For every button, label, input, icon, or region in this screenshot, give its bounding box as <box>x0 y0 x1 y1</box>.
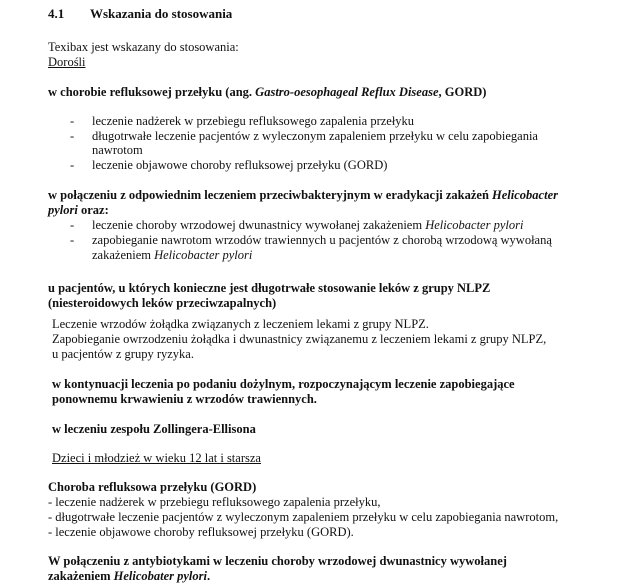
adults-heading: Dorośli <box>48 55 86 69</box>
nsaid-line-1: Leczenie wrzodów żołądka związanych z leczeniem lekami z grupy NLPZ. <box>52 317 429 331</box>
children-heading: Dzieci i młodzież w wieku 12 lat i starsza <box>52 451 261 465</box>
gord-heading: w chorobie refluksowej przełyku (ang. Gastro-oesophageal Reflux Disease, GORD) <box>48 85 487 99</box>
nsaid-heading-line1: u pacjentów, u których konieczne jest długotrwałe stosowanie leków z grupy NLPZ <box>48 281 491 295</box>
children-hp-line-1: W połączeniu z antybiotykami w leczeniu choroby wrzodowej dwunastnicy wywołanej <box>48 554 507 568</box>
nsaid-heading-line2: (niesteroidowych leków przeciwzapalnych) <box>48 296 277 310</box>
hp-heading-line2: pylori oraz: <box>48 203 109 217</box>
intro-text: Texibax jest wskazany do stosowania: <box>48 40 239 54</box>
gord-item-3: leczenie objawowe choroby refluksowej przełyku (GORD) <box>92 158 388 172</box>
gord-item-1: leczenie nadżerek w przebiegu refluksowego zapalenia przełyku <box>92 114 415 128</box>
gord-item-2: długotrwałe leczenie pacjentów z wyleczonym zapaleniem przełyku w celu zapobiegania <box>92 129 538 143</box>
gord-item-2-cont: nawrotom <box>92 143 143 157</box>
iv-line-2: ponownemu krwawieniu z wrzodów trawiennych. <box>52 392 317 406</box>
hp-item-1: leczenie choroby wrzodowej dwunastnicy wywołanej zakażeniem Helicobacter pylori <box>92 218 524 232</box>
nsaid-line-2: Zapobieganie owrzodzeniu żołądka i dwunastnicy związanemu z leczeniem lekami z grupy NLPZ, <box>52 332 547 346</box>
bullet-dash: - <box>70 129 75 143</box>
children-gord-heading: Choroba refluksowa przełyku (GORD) <box>48 480 257 494</box>
section-title: Wskazania do stosowania <box>90 6 233 21</box>
section-number: 4.1 <box>48 6 65 21</box>
bullet-dash: - <box>70 218 75 232</box>
section-heading <box>48 6 232 22</box>
hp-heading-line1: w połączeniu z odpowiednim leczeniem przeciwbakteryjnym w eradykacji zakażeń Helicobacter <box>48 188 558 202</box>
ze-line: w leczeniu zespołu Zollingera-Ellisona <box>52 422 256 436</box>
children-gord-item-2: - długotrwałe leczenie pacjentów z wyleczonym zapaleniem przełyku w celu zapobiegania nawrotom, <box>48 510 559 524</box>
bullet-dash: - <box>70 158 75 172</box>
children-gord-item-1: - leczenie nadżerek w przebiegu refluksowego zapalenia przełyku, <box>48 495 381 509</box>
nsaid-line-3: u pacjentów z grupy ryzyka. <box>52 347 194 361</box>
bullet-dash: - <box>70 114 75 128</box>
hp-item-2-cont: zakażeniem Helicobacter pylori <box>92 248 253 262</box>
children-gord-item-3: - leczenie objawowe choroby refluksowej przełyku (GORD). <box>48 525 354 539</box>
iv-line-1: w kontynuacji leczenia po podaniu dożylnym, rozpoczynającym leczenie zapobiegające <box>52 377 515 391</box>
bullet-dash: - <box>70 233 75 247</box>
hp-item-2: zapobieganie nawrotom wrzodów trawiennych u pacjentów z chorobą wrzodową wywołaną <box>92 233 552 247</box>
children-hp-line-2: zakażeniem Helicobater pylori. <box>48 569 211 583</box>
